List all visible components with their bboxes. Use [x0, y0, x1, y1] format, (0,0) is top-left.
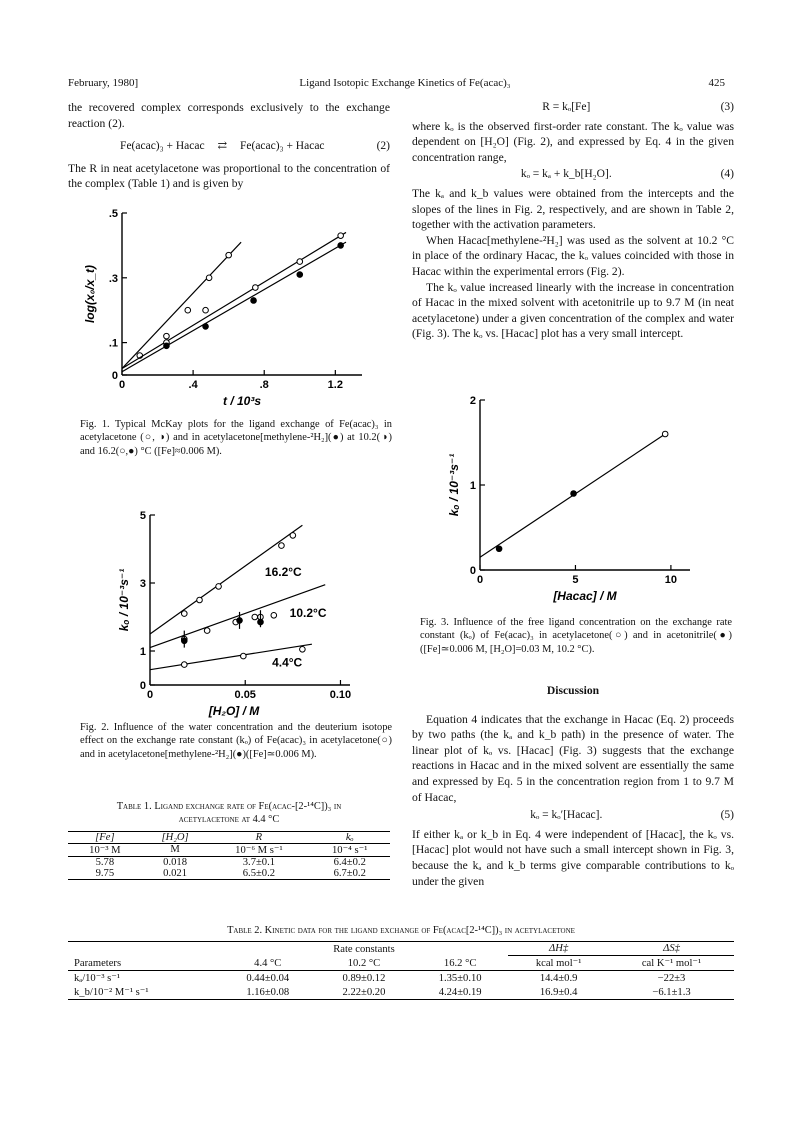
data-point: [164, 343, 170, 349]
fit-line: [122, 242, 346, 372]
table-header: 16.2 °C: [443, 957, 477, 969]
y-tick-label: 3: [139, 578, 146, 590]
table-2-title: Table 2. Kinetic data for the ligand exchange of Fe(acac[2-¹⁴C])₃ in acetylacetone: [227, 925, 575, 936]
data-point: [279, 543, 285, 549]
figure-1-mckay-plot: [80, 205, 380, 425]
data-point: [271, 613, 277, 619]
fit-line: [150, 525, 302, 634]
equation-2: [68, 139, 390, 155]
x-tick-label: 1.2: [327, 379, 343, 391]
y-tick-label: 2: [469, 395, 476, 407]
table-header: R: [255, 831, 263, 843]
table-header: [Fe]: [95, 831, 115, 843]
paragraph: If either kₐ or k_b in Eq. 4 were independent of [Hacac], the kₒ vs. [Hacac] plot would not have such a small intercept shown in Fig. 3, because the kₐ and k_b terms give comparable contributions to kₒ under the given: [412, 827, 734, 888]
running-header-title: Ligand Isotopic Exchange Kinetics of Fe(acac)₃: [299, 77, 511, 89]
data-point: [206, 275, 212, 281]
table-header: 4.4 °C: [254, 957, 282, 969]
y-tick-label: 1: [139, 646, 146, 658]
y-tick-label: 0: [469, 565, 476, 577]
table-cell: kₐ/10⁻³ s⁻¹: [74, 973, 121, 985]
x-tick-label: 0: [118, 379, 126, 391]
table-cell: 4.24±0.19: [438, 986, 482, 998]
fit-line: [122, 242, 241, 368]
table-header: kₒ: [345, 831, 354, 843]
table-row: [68, 856, 390, 868]
data-point: [338, 233, 344, 239]
table-header: Parameters: [74, 957, 122, 969]
x-tick-label: 5: [572, 574, 579, 586]
equation-rhs: Fe(acac)₃ + Hacac: [239, 140, 325, 153]
data-point: [251, 298, 257, 304]
paragraph: The R in neat acetylacetone was proportional to the concentration of the complex (Table 1) and is given by: [68, 161, 390, 191]
equation-number: (2): [376, 140, 390, 153]
paragraph: When Hacac[methylene-²H₂] was used as the solvent at 10.2 °C in place of the ordinary Hacac, the kₒ values coincided with those in Hacac within the experimental errors (Fig. 2).: [412, 233, 734, 278]
x-axis-label: [Hacac] / M: [553, 589, 617, 603]
data-point: [300, 647, 306, 653]
table-cell: k_b/10⁻² M⁻¹ s⁻¹: [74, 987, 149, 999]
table-2-grid: [68, 941, 734, 1000]
paragraph: The kₐ and k_b values were obtained from the intercepts and the slopes of the lines in Fig. 2, respectively, and are shown in Table 2, together with the activation parameters.: [412, 186, 734, 232]
table-cell: −22±3: [657, 972, 686, 984]
data-point: [571, 491, 577, 497]
section-heading-discussion: Discussion: [546, 684, 600, 697]
table-unit: 10⁻³ M: [68, 843, 142, 856]
equation-number: (4): [720, 168, 734, 181]
table-1-grid: [68, 831, 390, 880]
data-point: [164, 333, 170, 339]
ds-header: ΔS‡: [663, 943, 680, 955]
data-point: [338, 243, 344, 249]
table-cell: 14.4±0.9: [539, 972, 578, 984]
table-header: [H₂O]: [161, 831, 189, 843]
y-tick-label: 0: [139, 680, 146, 692]
data-point: [181, 611, 187, 617]
x-tick-label: .4: [188, 379, 198, 391]
table-cell: 5.78: [95, 856, 115, 868]
y-tick-label: 5: [139, 510, 146, 522]
table-cell: 6.7±0.2: [333, 867, 366, 879]
y-axis-label: log(x₀/x_t): [83, 264, 97, 324]
ds-unit: cal K⁻¹ mol⁻¹: [609, 956, 734, 971]
data-point: [253, 285, 259, 291]
table-2: [68, 924, 734, 1000]
table-cell: 16.9±0.4: [539, 986, 578, 998]
equation-lhs: Fe(acac)₃ + Hacac: [120, 140, 205, 153]
series-label: 10.2°C: [289, 606, 327, 620]
table-1-title: Table 1. Ligand exchange rate of Fe(acac-[2-¹⁴C])₃ in acetylacetone at 4.4 °C: [116, 801, 342, 826]
table-cell: 3.7±0.1: [242, 856, 276, 868]
running-header-date: February, 1980]: [68, 77, 139, 89]
figure-3-hacac-plot: [445, 390, 705, 615]
paragraph: the recovered complex corresponds exclusively to the exchange reaction (2).: [68, 101, 390, 130]
table-cell: 0.018: [163, 856, 187, 868]
table-cell: 0.89±0.12: [342, 972, 386, 984]
y-axis-label: kₒ / 10⁻³s⁻¹: [447, 453, 461, 517]
equation-body: kₒ = kₒ′[Hacac].: [530, 809, 603, 822]
table-header: 10.2 °C: [347, 957, 381, 969]
data-point: [203, 307, 209, 313]
equation-3: [412, 100, 734, 116]
data-point: [197, 597, 203, 603]
table-cell: 1.16±0.08: [246, 986, 290, 998]
equation-number: (3): [720, 101, 734, 113]
x-tick-label: 0.05: [234, 689, 256, 701]
data-point: [297, 272, 303, 278]
equation-number: (5): [720, 809, 734, 822]
y-tick-label: .1: [108, 337, 118, 350]
series-label: 16.2°C: [264, 565, 302, 580]
data-point: [216, 584, 222, 590]
dh-header: ΔH‡: [549, 943, 569, 955]
x-tick-label: .8: [259, 379, 269, 391]
table-cell: −6.1±1.3: [652, 986, 691, 998]
x-axis-label: [H₂O] / M: [208, 704, 260, 718]
data-point: [662, 431, 668, 437]
data-point: [496, 546, 502, 552]
table-cell: 1.35±0.10: [438, 972, 482, 984]
paragraph: Equation 4 indicates that the exchange in Hacac (Eq. 2) proceeds by two paths (the kₐ and k_b path) in the presence of water. The linear plot of kₒ vs. [Hacac] (Fig. 3) suggests that the exchange reactions in Hacac and in the mixed solvent are essentially the same and expressed by Eq. 5 in the concentration region from 1 to 9.7 M of Hacac,: [412, 712, 734, 804]
data-point: [252, 614, 258, 620]
paragraph: The kₒ value increased linearly with the increase in concentration of Hacac in the mixed solvent with acetonitrile up to 9.7 M (in neat acetylacetone) under a given concentration of the complex and water (Fig. 3). The kₒ vs. [Hacac] plot has a very small intercept.: [412, 280, 734, 341]
table-unit: 10⁻⁴ s⁻¹: [309, 843, 390, 856]
data-point: [226, 252, 232, 258]
data-point: [203, 324, 209, 330]
data-point: [241, 653, 247, 659]
y-tick-label: .5: [108, 208, 118, 220]
paragraph: where kₒ is the observed first-order rate constant. The kₒ value was dependent on [H₂O] (Fig. 2), and expressed by Eq. 4 in the given concentration range,: [412, 119, 734, 164]
table-cell: 6.4±0.2: [333, 856, 366, 868]
equation-4: [412, 167, 734, 183]
table-row: [68, 971, 734, 986]
left-text-top: [68, 100, 390, 192]
table-row: [68, 985, 734, 1000]
table-unit: M: [142, 843, 209, 856]
equation-body: kₒ = kₐ + k_b[H₂O].: [520, 168, 612, 181]
dh-unit: kcal mol⁻¹: [508, 956, 609, 971]
y-tick-label: 0: [111, 370, 118, 382]
data-point: [290, 533, 296, 539]
x-tick-label: 0: [476, 574, 484, 586]
table-cell: 0.021: [163, 867, 187, 879]
table-cell: 6.5±0.2: [242, 867, 276, 879]
page-number: 425: [708, 77, 725, 89]
series-label: 4.4°C: [272, 655, 303, 670]
table-row: [68, 868, 390, 880]
x-tick-label: 0: [146, 689, 154, 701]
data-point: [181, 662, 187, 668]
equation-body: R = kₒ[Fe]: [542, 101, 591, 113]
equilibrium-arrow-icon: ⇄: [217, 140, 228, 153]
data-point: [204, 628, 210, 634]
data-point: [297, 259, 303, 265]
y-axis-label: kₒ / 10⁻³s⁻¹: [117, 568, 131, 632]
x-tick-label: 10: [664, 574, 678, 586]
right-text-bottom: [412, 683, 734, 889]
fit-line: [122, 232, 346, 368]
table-cell: 0.44±0.04: [246, 972, 290, 984]
right-text-top: [412, 100, 734, 342]
y-tick-label: 1: [469, 480, 476, 492]
data-point: [185, 307, 191, 313]
table-cell: 2.22±0.20: [342, 986, 386, 998]
x-axis-label: t / 10³s: [222, 394, 262, 408]
table-unit: 10⁻⁶ M s⁻¹: [208, 843, 309, 856]
x-tick-label: 0.10: [329, 689, 352, 701]
rate-constants-header: Rate constants: [333, 943, 395, 955]
table-cell: 9.75: [95, 867, 115, 879]
equation-5: [412, 808, 734, 824]
figure-3-caption: Fig. 3. Influence of the free ligand concentration on the exchange rate constant (kₒ) of Fe(acac)₃ in acetylacetone(○) and in acetonitrile(●)([Fe]≃0.006 M, [H₂O]=0.03 M, 10.2 °C).: [420, 617, 732, 655]
figure-1-caption: Fig. 1. Typical McKay plots for the ligand exchange of Fe(acac)₃ in acetylacetone (○, ◑) and in acetylacetone[methylene-²H₂](●) at 10.2(◑) and 16.2(○,●) °C ([Fe]≈0.006 M).: [80, 419, 392, 457]
table-1: [68, 800, 390, 880]
y-tick-label: .3: [108, 272, 118, 285]
figure-2-caption: Fig. 2. Influence of the water concentration and the deuterium isotope effect on the exchange rate constant (kₒ) of Fe(acac)₃ in acetylacetone(○) and in acetylacetone[methylene-²H₂](●)([Fe]≃0.006 M).: [80, 722, 392, 760]
figure-2-water-plot: [115, 505, 365, 720]
